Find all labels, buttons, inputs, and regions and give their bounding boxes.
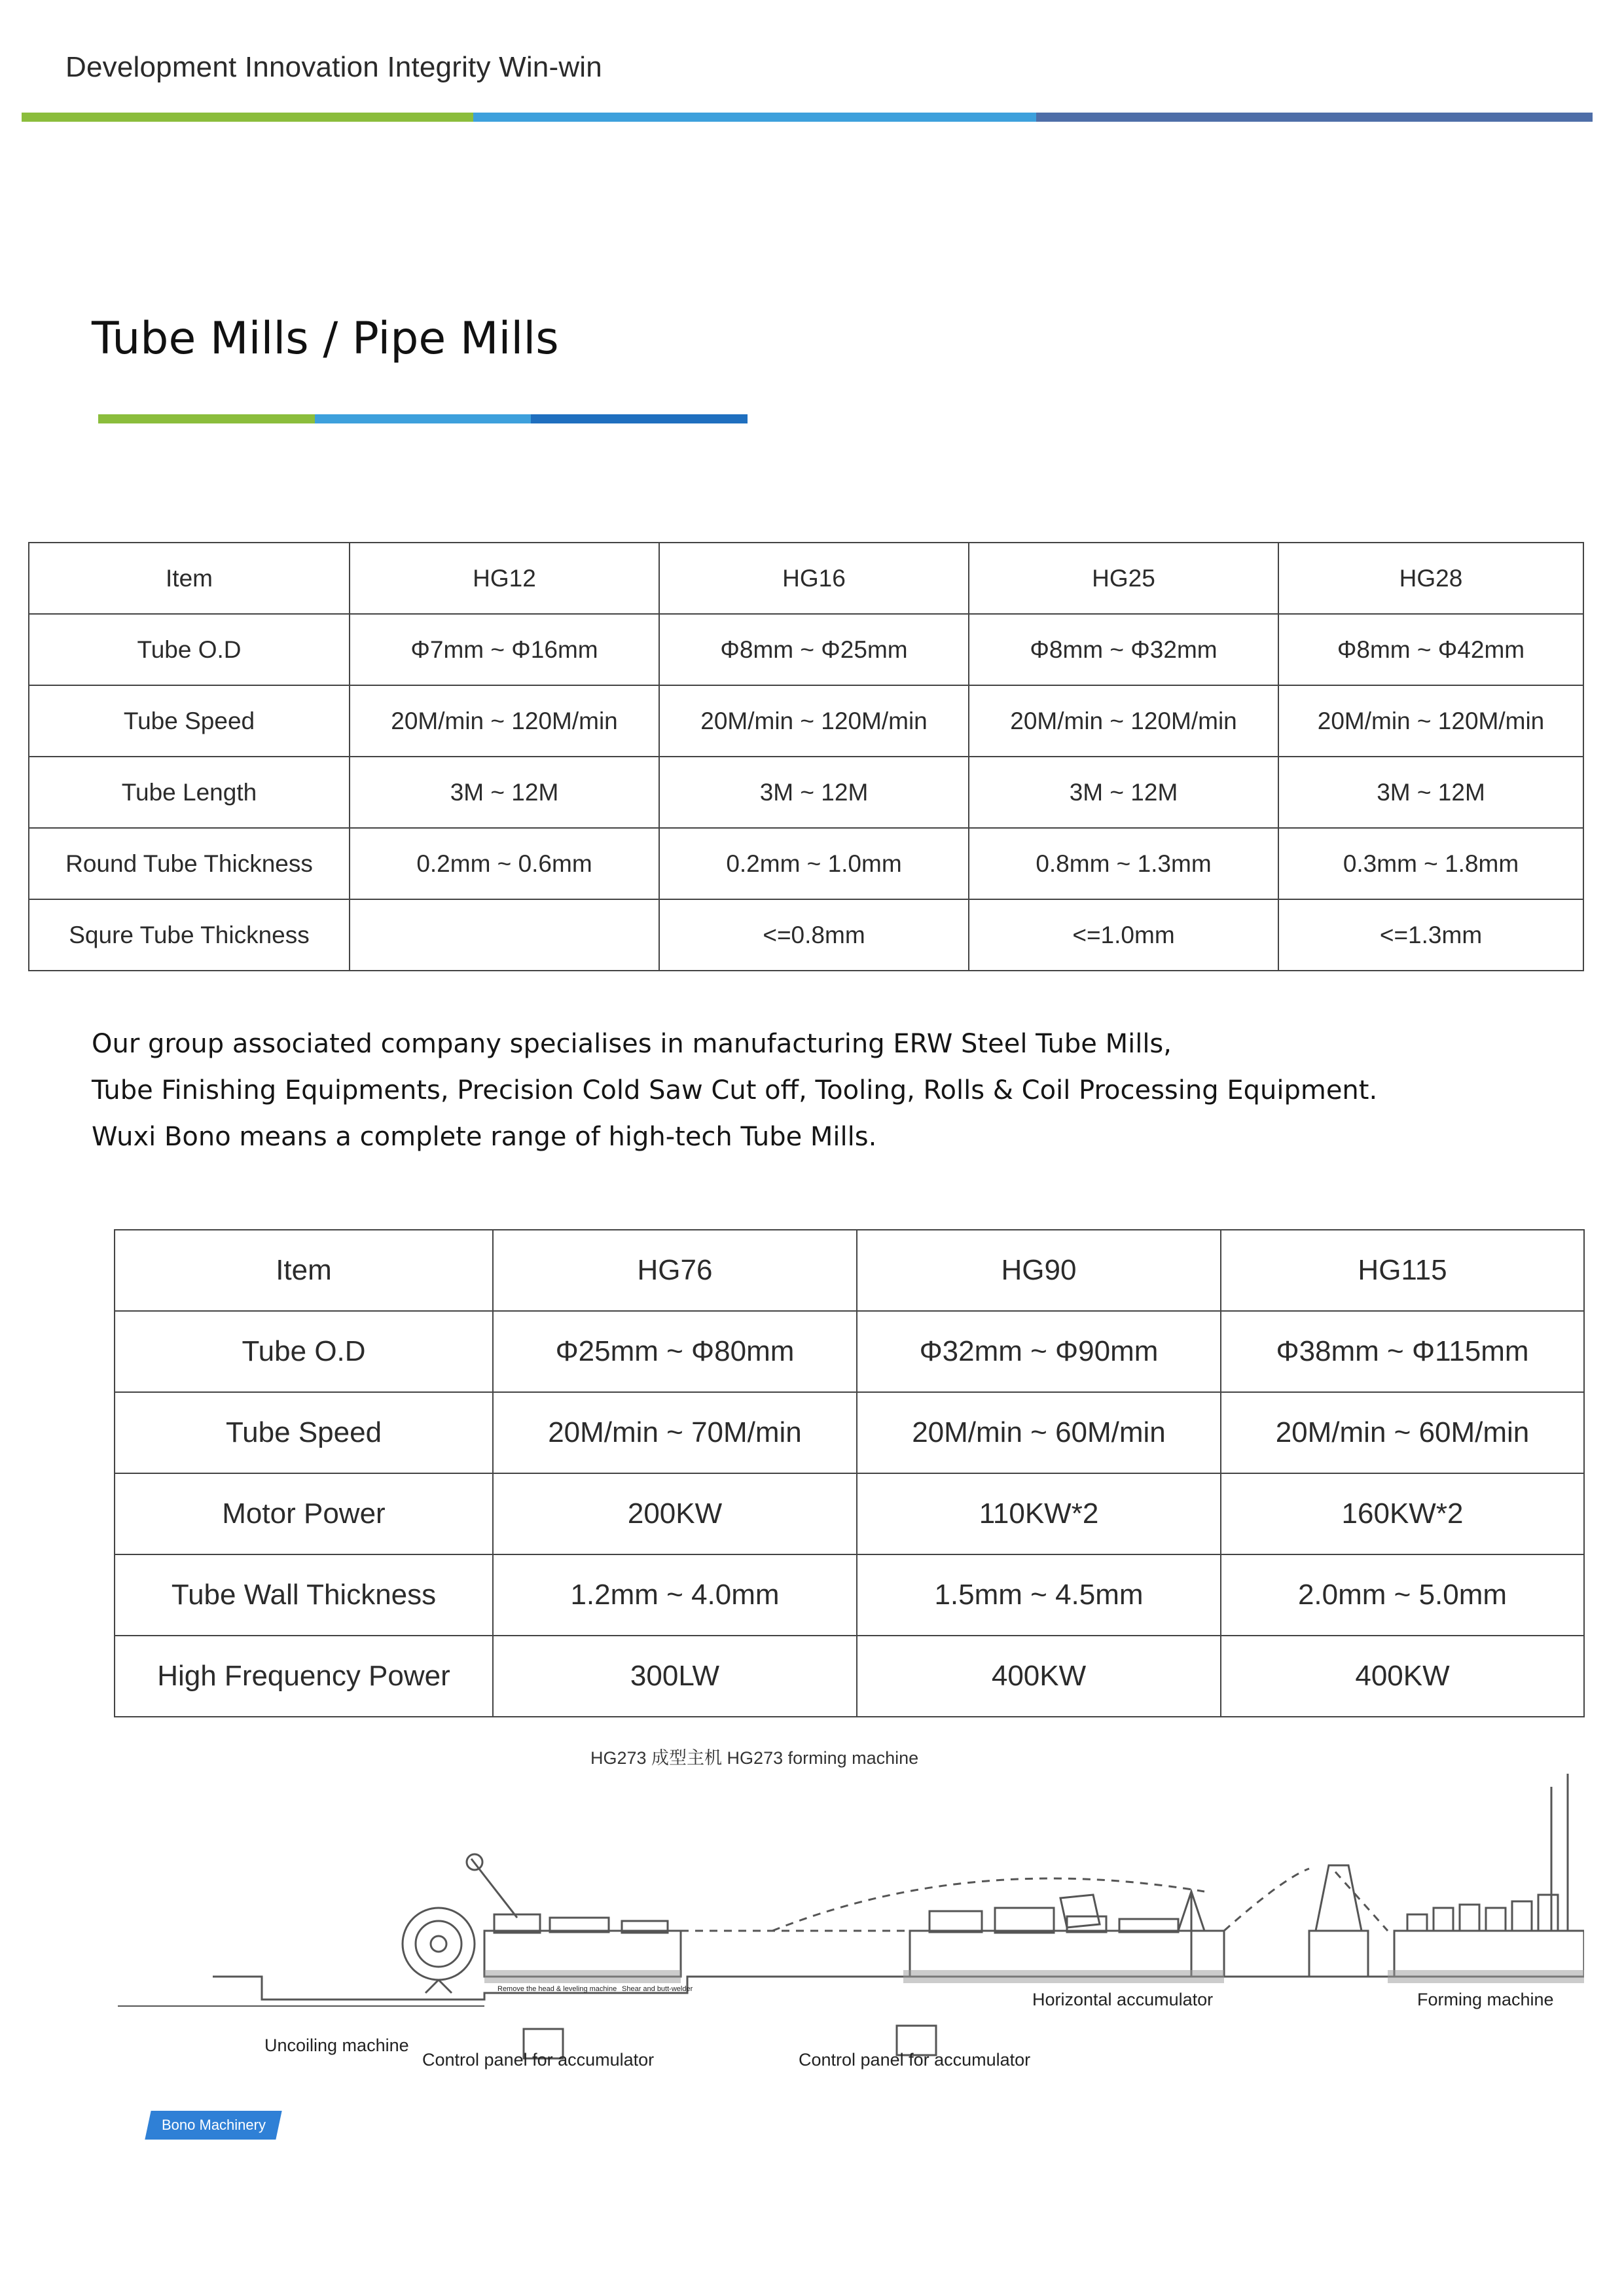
- title-underline-bar: [98, 414, 748, 423]
- table-cell: 20M/min ~ 60M/min: [857, 1392, 1221, 1473]
- brand-badge-text: Bono Machinery: [161, 2117, 266, 2133]
- table-cell: 20M/min ~ 120M/min: [1278, 685, 1583, 757]
- row-label: Tube Speed: [115, 1392, 493, 1473]
- header-bar-segment-navy: [1036, 113, 1593, 122]
- table-cell: Φ25mm ~ Φ80mm: [493, 1311, 857, 1392]
- header-tagline: Development Innovation Integrity Win-win: [65, 51, 602, 83]
- intro-paragraph: [92, 1021, 1377, 1160]
- row-label: Tube O.D: [29, 614, 350, 685]
- table-cell: 110KW*2: [857, 1473, 1221, 1554]
- header-cell: HG90: [857, 1230, 1221, 1311]
- diagram-foundation-hatching: [484, 1970, 1584, 1983]
- table-cell: 20M/min ~ 120M/min: [969, 685, 1278, 757]
- table-cell: 160KW*2: [1221, 1473, 1584, 1554]
- table-row: [115, 1554, 1584, 1636]
- title-bar-segment-green: [98, 414, 315, 423]
- table-row: [29, 757, 1583, 828]
- table-row: [29, 614, 1583, 685]
- label-control-panel-2: Control panel for accumulator: [799, 2050, 1031, 2070]
- row-label: Tube Wall Thickness: [115, 1554, 493, 1636]
- table-cell: 0.8mm ~ 1.3mm: [969, 828, 1278, 899]
- table-cell: [350, 899, 659, 971]
- table-cell: 2.0mm ~ 5.0mm: [1221, 1554, 1584, 1636]
- table-header-row: [115, 1230, 1584, 1311]
- row-label: Squre Tube Thickness: [29, 899, 350, 971]
- table-cell: 20M/min ~ 120M/min: [659, 685, 969, 757]
- table-row: [115, 1636, 1584, 1717]
- diagram-linework: [118, 1774, 1584, 2058]
- header-cell: HG115: [1221, 1230, 1584, 1311]
- table-cell: 20M/min ~ 120M/min: [350, 685, 659, 757]
- page-title: Tube Mills / Pipe Mills: [92, 313, 559, 365]
- row-label: High Frequency Power: [115, 1636, 493, 1717]
- row-label: Tube Length: [29, 757, 350, 828]
- table-cell: <=1.3mm: [1278, 899, 1583, 971]
- table-cell: 3M ~ 12M: [659, 757, 969, 828]
- table-cell: 3M ~ 12M: [1278, 757, 1583, 828]
- table-cell: Φ38mm ~ Φ115mm: [1221, 1311, 1584, 1392]
- table-cell: 300LW: [493, 1636, 857, 1717]
- table-row: [115, 1311, 1584, 1392]
- label-horizontal-accumulator: Horizontal accumulator: [1032, 1990, 1214, 2009]
- header-cell: Item: [115, 1230, 493, 1311]
- row-label: Motor Power: [115, 1473, 493, 1554]
- header-cell: HG25: [969, 543, 1278, 614]
- header-bar-segment-green: [22, 113, 473, 122]
- header-cell: HG16: [659, 543, 969, 614]
- header-cell: Item: [29, 543, 350, 614]
- table-cell: 3M ~ 12M: [350, 757, 659, 828]
- label-forming-machine: Forming machine: [1417, 1990, 1554, 2009]
- table-cell: 200KW: [493, 1473, 857, 1554]
- brand-badge: [145, 2111, 281, 2140]
- intro-line: Tube Finishing Equipments, Precision Cold Saw Cut off, Tooling, Rolls & Coil Processing Equipment.: [92, 1075, 1378, 1105]
- label-uncoiling-machine: Uncoiling machine: [264, 2036, 409, 2055]
- intro-line: Our group associated company specialises in manufacturing ERW Steel Tube Mills,: [92, 1029, 1172, 1059]
- table-cell: 20M/min ~ 60M/min: [1221, 1392, 1584, 1473]
- table-cell: 1.5mm ~ 4.5mm: [857, 1554, 1221, 1636]
- label-small-2: Shear and butt-welder: [622, 1985, 693, 1993]
- spec-table-small-mills: [28, 542, 1584, 971]
- table-cell: 1.2mm ~ 4.0mm: [493, 1554, 857, 1636]
- table-cell: 400KW: [857, 1636, 1221, 1717]
- table-cell: Φ32mm ~ Φ90mm: [857, 1311, 1221, 1392]
- table-cell: Φ8mm ~ Φ25mm: [659, 614, 969, 685]
- label-control-panel-1: Control panel for accumulator: [422, 2050, 655, 2070]
- header-cell: HG76: [493, 1230, 857, 1311]
- table-cell: Φ8mm ~ Φ42mm: [1278, 614, 1583, 685]
- title-bar-segment-blue: [531, 414, 748, 423]
- header-bar-segment-blue: [473, 113, 1036, 122]
- table-header-row: [29, 543, 1583, 614]
- table-cell: Φ8mm ~ Φ32mm: [969, 614, 1278, 685]
- table-row: [29, 828, 1583, 899]
- row-label: Tube Speed: [29, 685, 350, 757]
- header-color-bar: [22, 113, 1593, 122]
- table-cell: <=0.8mm: [659, 899, 969, 971]
- table-cell: 400KW: [1221, 1636, 1584, 1717]
- title-bar-segment-light-blue: [315, 414, 532, 423]
- table-row: [29, 899, 1583, 971]
- diagram-caption: HG273 成型主机 HG273 forming machine: [590, 1748, 919, 1768]
- intro-line: Wuxi Bono means a complete range of high-tech Tube Mills.: [92, 1122, 877, 1152]
- table-cell: 20M/min ~ 70M/min: [493, 1392, 857, 1473]
- table-row: [29, 685, 1583, 757]
- spec-table-large-mills: [114, 1229, 1585, 1717]
- table-cell: Φ7mm ~ Φ16mm: [350, 614, 659, 685]
- row-label: Tube O.D: [115, 1311, 493, 1392]
- table-cell: <=1.0mm: [969, 899, 1278, 971]
- table-cell: 0.2mm ~ 1.0mm: [659, 828, 969, 899]
- table-cell: 0.3mm ~ 1.8mm: [1278, 828, 1583, 899]
- label-small-1: Remove the head & leveling machine: [497, 1985, 617, 1993]
- row-label: Round Tube Thickness: [29, 828, 350, 899]
- table-cell: 3M ~ 12M: [969, 757, 1278, 828]
- header-cell: HG12: [350, 543, 659, 614]
- table-row: [115, 1473, 1584, 1554]
- header-cell: HG28: [1278, 543, 1583, 614]
- table-row: [115, 1392, 1584, 1473]
- table-cell: 0.2mm ~ 0.6mm: [350, 828, 659, 899]
